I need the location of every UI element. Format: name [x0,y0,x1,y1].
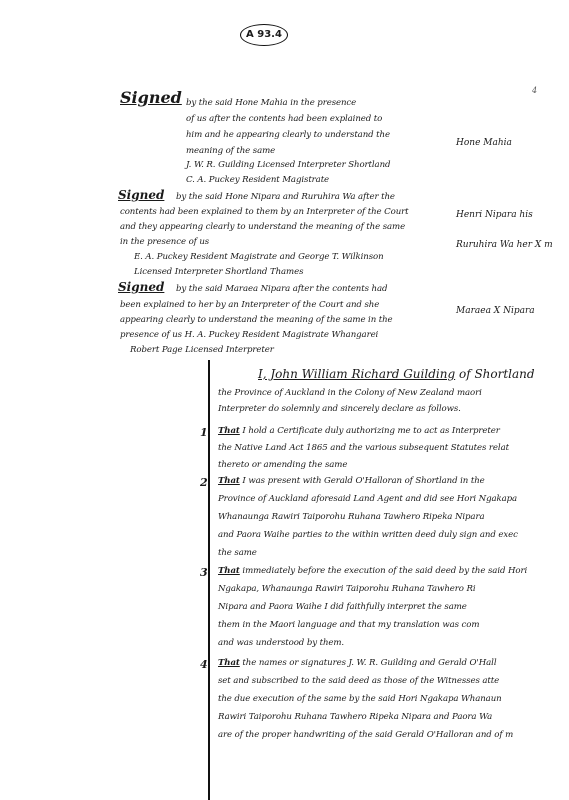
signed-heading-1: Signed [120,88,182,107]
block1-line: meaning of the same [186,146,276,156]
block2-line: Licensed Interpreter Shortland Thames [134,267,304,277]
paragraph-line: Ngakapa, Whanaunga Rawiri Taiporohu Ruhana Tawhero Ri [218,584,476,594]
block2-signature-2: Ruruhira Wa her X m [456,240,553,250]
paragraph-line: Whanaunga Rawiri Taiporohu Ruhana Tawhero Ripeka Nipara [218,512,485,522]
paragraph-line: Province of Auckland aforesaid Land Agent and did see Hori Ngakapa [218,494,518,504]
block1-line: of us after the contents had been explained to [186,114,383,124]
block1-line: C. A. Puckey Resident Magistrate [186,175,330,185]
block3-line: been explained to her by an Interpreter of the Court and she [120,300,380,310]
block1-line: J. W. R. Guilding Licensed Interpreter Shortland [186,160,391,170]
paragraph-line: That I was present with Gerald O'Halloran of Shortland in the [218,476,485,486]
declaration-heading [258,367,535,381]
paragraph-line: thereto or amending the same [218,460,348,470]
paragraph-line: and was understood by them. [218,638,345,648]
block2-line: contents had been explained to them by an Interpreter of the Court [120,207,409,217]
block3-line: by the said Maraea Nipara after the contents had [176,284,388,294]
block2-line: by the said Hone Nipara and Ruruhira Wa after the [176,192,395,202]
reference-number: A 93.4 [240,24,288,46]
declaration-rule [208,360,210,800]
block1-line: by the said Hone Mahia in the presence [186,98,357,108]
paragraph-line: That I hold a Certificate duly authorizing me to act as Interpreter [218,426,500,436]
block3-line: Robert Page Licensed Interpreter [130,345,274,355]
signed-heading-3: Signed [118,280,165,294]
block1-signature: Hone Mahia [456,138,512,148]
paragraph-line: them in the Maori language and that my translation was com [218,620,480,630]
declarant-place: of Shortland [458,367,535,381]
paragraph-number: 3 [200,566,208,579]
block3-signature: Maraea X Nipara [456,306,535,316]
paragraph-line: Rawiri Taiporohu Ruhana Tawhero Ripeka Nipara and Paora Wa [218,712,493,722]
paragraph-number: 4 [200,658,208,671]
paragraph-number: 2 [200,476,208,489]
paragraph-line: and Paora Waihe parties to the within written deed duly sign and exec [218,530,518,540]
block2-line: in the presence of us [120,237,210,247]
declaration-line: the Province of Auckland in the Colony of New Zealand maori [218,388,482,398]
paragraph-line: the due execution of the same by the said Hori Ngakapa Whanaun [218,694,502,704]
paragraph-line: the same [218,548,257,558]
block2-line: E. A. Puckey Resident Magistrate and George T. Wilkinson [134,252,384,262]
block1-line: him and he appearing clearly to understand the [186,130,390,140]
paragraph-line: Nipara and Paora Waihe I did faithfully interpret the same [218,602,467,612]
signed-heading-2: Signed [118,188,165,202]
paragraph-line: the Native Land Act 1865 and the various subsequent Statutes relat [218,443,509,453]
paragraph-line: are of the proper handwriting of the said Gerald O'Halloran and of m [218,730,514,740]
block2-line: and they appearing clearly to understand the meaning of the same [120,222,406,232]
paragraph-line: That the names or signatures J. W. R. Guilding and Gerald O'Hall [218,658,497,668]
paragraph-line: That immediately before the execution of the said deed by the said Hori [218,566,528,576]
paragraph-number: 1 [200,426,208,439]
paragraph-line: set and subscribed to the said deed as those of the Witnesses atte [218,676,500,686]
corner-mark: 4 [532,86,538,95]
block2-signature-1: Henri Nipara his [456,210,533,220]
declaration-line: Interpreter do solemnly and sincerely declare as follows. [218,404,461,414]
declarant-name: I, John William Richard Guilding [258,367,456,381]
block3-line: appearing clearly to understand the meaning of the same in the [120,315,393,325]
block3-line: presence of us H. A. Puckey Resident Magistrate Whangarei [120,330,379,340]
